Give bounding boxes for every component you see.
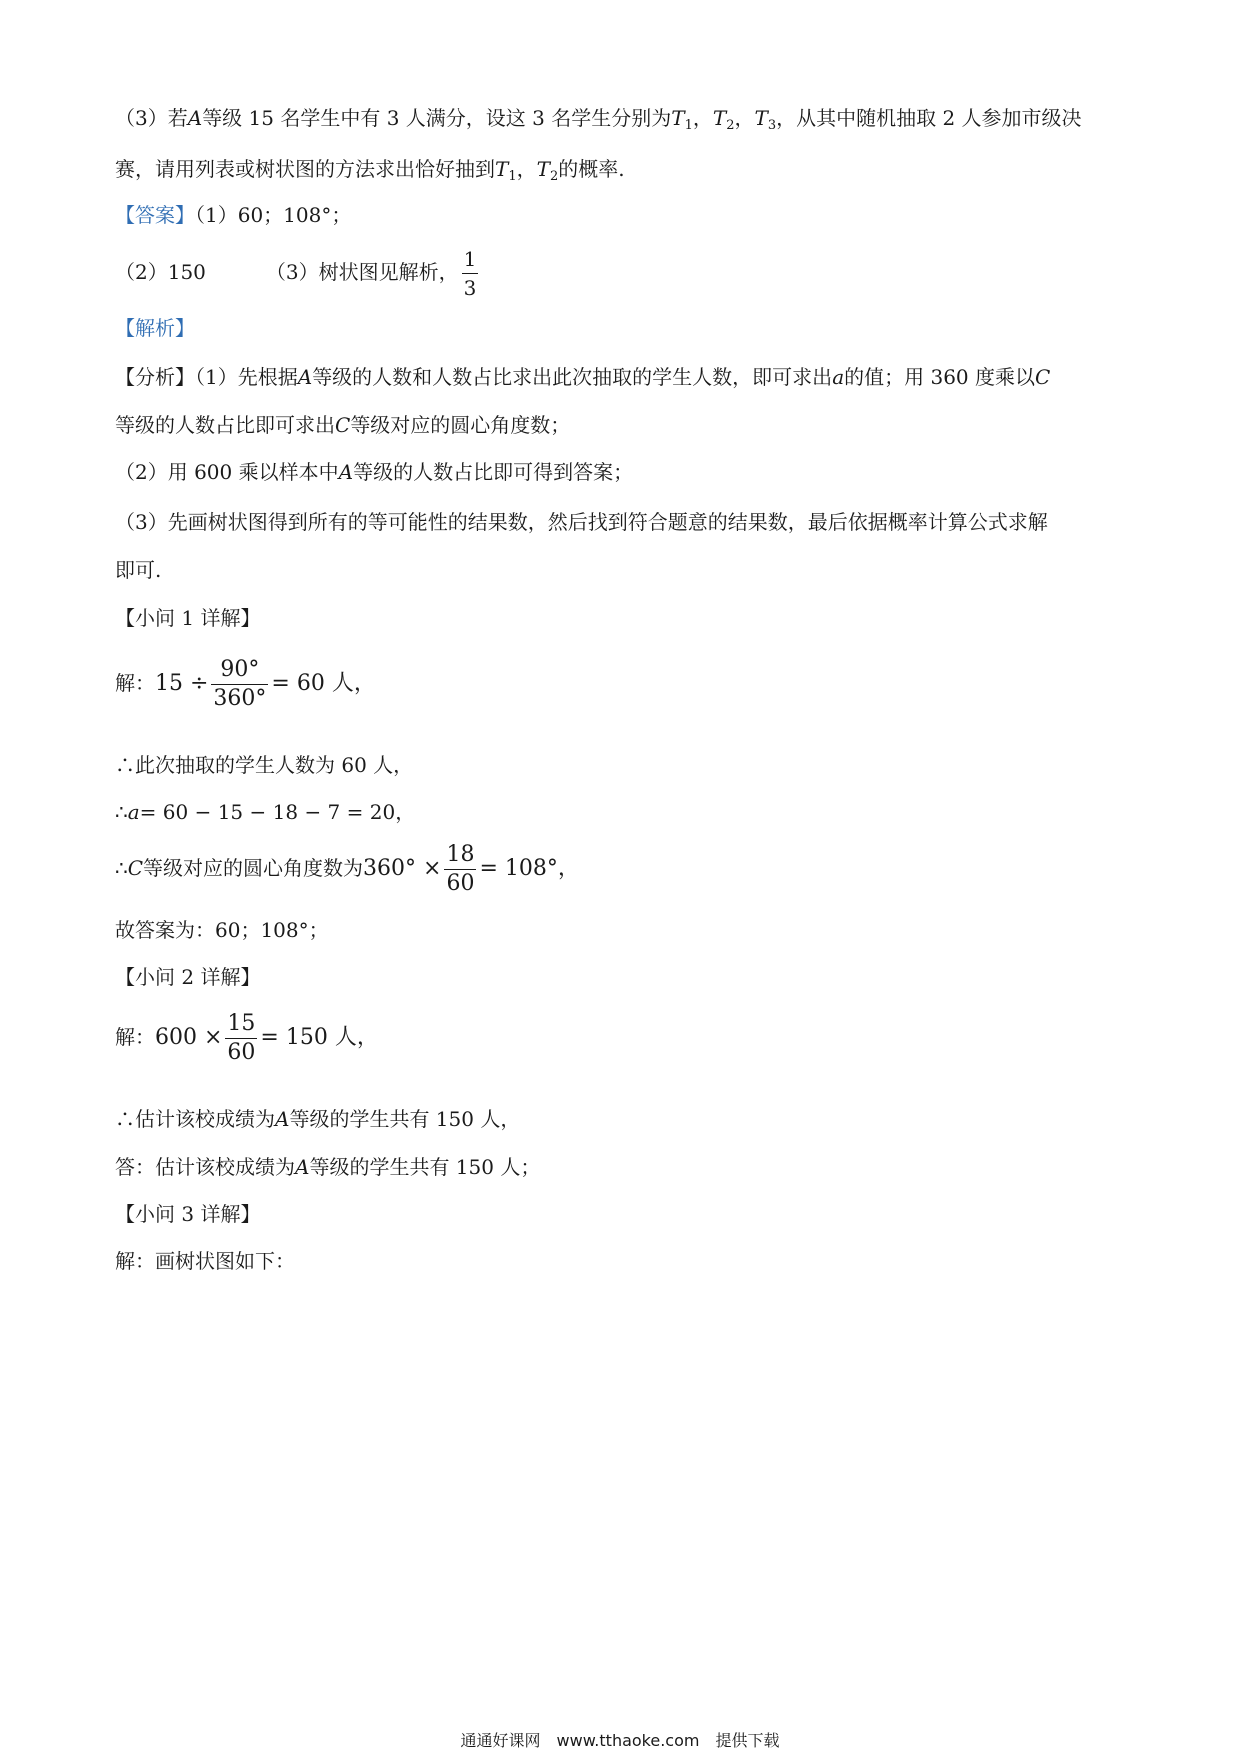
answer-label: 【答案】 xyxy=(115,203,195,227)
question-3-line-2: 赛，请用列表或树状图的方法求出恰好抽到$T_1$，$T_2$的概率. xyxy=(115,157,625,184)
sub2-line-2: ∴估计该校成绩为A等级的学生共有 150 人， xyxy=(115,1107,521,1131)
sub1-line-3: ∴a= 60 − 15 − 18 − 7 = 20， xyxy=(115,800,416,824)
analysis-line-5: 即可. xyxy=(115,558,162,582)
footer-watermark: 通通好课网 www.tthaoke.com 提供下载 xyxy=(460,1731,780,1750)
fraction-18-60: $\frac{18}{60}$ xyxy=(446,842,475,896)
sub1-line-4: ∴C等级对应的圆心角度数为360° × $\frac{18}{60}$ = 108°， xyxy=(115,842,580,896)
sub1-equation-1: 解：15 ÷ $\frac{90^\circ}{360^\circ}$ = 60 人， xyxy=(115,657,376,711)
sub3-line-1: 解：画树状图如下： xyxy=(115,1249,295,1273)
sub1-label: 【小问 1 详解】 xyxy=(115,606,261,630)
question-3-line-1: （3）若A等级 15 名学生中有 3 人满分，设这 3 名学生分别为$T_1$，$T_2$，$T_3$，从其中随机抽取 2 人参加市级决 xyxy=(115,106,1082,133)
answer-line-1: 【答案】（1）60；108°； xyxy=(115,203,352,227)
sub1-line-2: ∴此次抽取的学生人数为 60 人， xyxy=(115,753,414,777)
analysis-line-3: （2）用 600 乘以样本中A等级的人数占比即可得到答案； xyxy=(115,460,634,484)
sub1-line-5: 故答案为：60；108°； xyxy=(115,918,329,942)
analysis-line-2: 等级的人数占比即可求出C等级对应的圆心角度数； xyxy=(115,413,571,437)
sub3-label: 【小问 3 详解】 xyxy=(115,1202,261,1226)
analysis-line-4: （3）先画树状图得到所有的等可能性的结果数，然后找到符合题意的结果数，最后依据概率计算公式求解 xyxy=(115,510,1048,534)
fraction-90-360: $\frac{90^\circ}{360^\circ}$ xyxy=(213,657,267,711)
sub2-equation: 解：600 × $\frac{15}{60}$ = 150 人， xyxy=(115,1011,379,1065)
sub2-line-3: 答：估计该校成绩为A等级的学生共有 150 人； xyxy=(115,1155,541,1179)
analysis-label: 【解析】 xyxy=(115,316,195,340)
fraction-15-60: $\frac{15}{60}$ xyxy=(227,1011,256,1065)
analysis-line-1: 【分析】（1）先根据A等级的人数和人数占比求出此次抽取的学生人数，即可求出a的值；用 360 度乘以C xyxy=(115,365,1051,389)
answer-fraction: $\frac{1}{3}$ xyxy=(463,247,477,300)
answer-line-2: （2）150 （3）树状图见解析， $\frac{1}{3}$ xyxy=(115,247,477,300)
sub2-label: 【小问 2 详解】 xyxy=(115,965,261,989)
